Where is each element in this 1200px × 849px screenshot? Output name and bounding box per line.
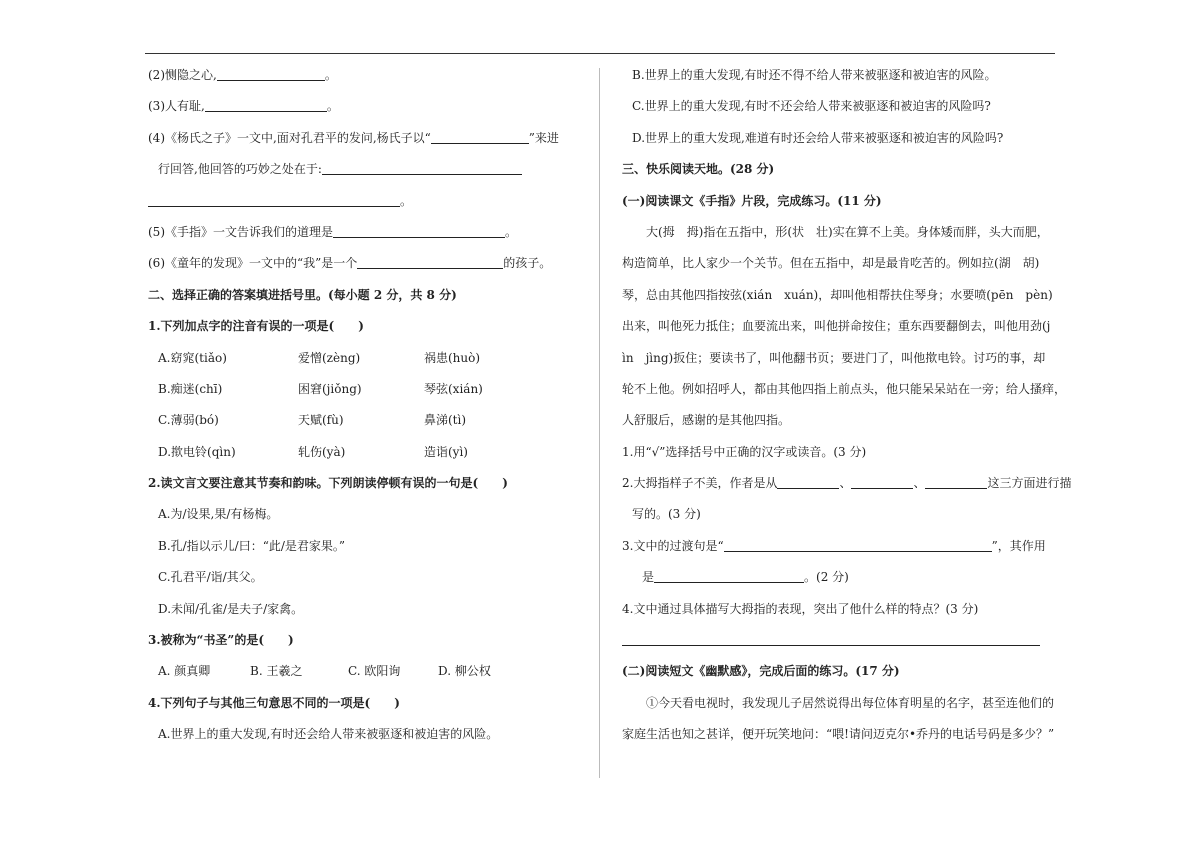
answer-blank[interactable] (724, 537, 992, 552)
answer-blank[interactable] (205, 97, 327, 112)
q2-option-b[interactable]: B.孔/指以示儿/曰：“此/是君家果。” (158, 538, 346, 553)
item-text: (2)恻隐之心, (148, 68, 217, 82)
passage-1-line: 琴，总由其他四指按弦(xián xuán)，却叫他相帮扶住琴身；水要喷(pēn pèn) (622, 287, 1053, 302)
passage-1-line: ìn jìng)扳住；要读书了，叫他翻书页；要进门了，叫他揿电铃。讨巧的事，却 (622, 350, 1046, 365)
item-end: 。 (326, 99, 339, 114)
fill-item-2 (148, 60, 588, 91)
passage-1-line: 出来，叫他死力抵住；血要流出来，叫他拼命按住；重东西要翻倒去，叫他用劲(j (622, 319, 1051, 334)
answer-blank[interactable] (217, 66, 325, 81)
option-d1[interactable]: D.揿电铃(qìn) (158, 444, 236, 459)
passage-1-line: 人舒服后，感谢的是其他四指。 (622, 413, 791, 428)
q1-option-row-b (148, 374, 588, 405)
option-d2[interactable]: 轧伤(yà) (298, 444, 346, 459)
item-end: 。 (324, 68, 337, 82)
item-end: 。(2 分) (804, 570, 849, 585)
option-c1[interactable]: C.薄弱(bó) (158, 413, 219, 428)
passage-2-line: ①今天看电视时，我发现儿子居然说得出每位体育明星的名字，甚至连他们的 (622, 695, 1055, 710)
section-2-title: 二、选择正确的答案填进括号里。(每小题 2 分，共 8 分) (148, 287, 457, 302)
q3-option-d[interactable]: D. 柳公权 (438, 664, 491, 679)
answer-blank[interactable] (851, 474, 913, 489)
question-3: 3.被称为“书圣”的是( ) (148, 633, 294, 648)
q3-options (148, 656, 588, 687)
q4-option-c[interactable]: C.世界上的重大发现,有时不还会给人带来被驱逐和被迫害的风险吗? (632, 99, 991, 114)
answer-blank[interactable] (148, 192, 400, 207)
top-rule (145, 53, 1055, 54)
option-b1[interactable]: B.痴迷(chī) (158, 381, 223, 396)
item-text: 3.文中的过渡句是“ (622, 538, 724, 553)
option-a1[interactable]: A.窈窕(tiǎo) (158, 350, 227, 365)
item-text: 2.大拇指样子不美，作者是从 (622, 476, 778, 491)
answer-blank[interactable] (357, 254, 503, 269)
passage-1-line: 构造简单，比人家少一个关节。但在五指中，却是最肯吃苦的。例如拉(湖 胡) (622, 256, 1040, 271)
reading-2-title: (二)阅读短文《幽默感》，完成后面的练习。(17 分) (622, 664, 900, 679)
reading-question-3 (622, 531, 1062, 562)
left-column (148, 60, 588, 751)
question-4: 4.下列句子与其他三句意思不同的一项是( ) (148, 695, 400, 710)
q2-option-a[interactable]: A.为/设果,果/有杨梅。 (158, 507, 279, 522)
fill-item-4-cont (148, 154, 588, 185)
q4-option-a[interactable]: A.世界上的重大发现,有时还会给人带来被驱逐和被迫害的风险。 (158, 727, 499, 742)
q2-option-c[interactable]: C.孔君平/诣/其父。 (158, 570, 263, 585)
passage-1-line: 大(拇 拇)指在五指中，形(状 壮)实在算不上美。身体矮而胖，头大而肥， (622, 224, 1049, 239)
reading-question-2 (622, 468, 1072, 499)
item-text: (3)人有耻, (148, 99, 205, 114)
reading-question-3-cont (622, 562, 1062, 593)
item-text: 行回答,他回答的巧妙之处在于: (158, 162, 322, 177)
fill-item-6 (148, 248, 588, 279)
item-end: 。 (505, 224, 518, 239)
q3-option-a[interactable]: A. 颜真卿 (158, 664, 211, 679)
separator: 、 (839, 476, 852, 491)
item-text: (4)《杨氏之子》一文中,面对孔君平的发问,杨氏子以“ (148, 130, 431, 145)
fill-item-4-cont2 (148, 186, 588, 217)
answer-blank[interactable] (654, 568, 804, 583)
fill-item-4 (148, 123, 588, 154)
passage-2-line: 家庭生活也知之甚详，便开玩笑地问：“喂!请问迈克尔•乔丹的电话号码是多少？” (622, 727, 1055, 742)
q3-option-b[interactable]: B. 王羲之 (250, 664, 303, 679)
q2-option-d[interactable]: D.未闻/孔雀/是夫子/家禽。 (158, 601, 304, 616)
separator: 、 (913, 476, 926, 491)
q1-option-row-d (148, 437, 588, 468)
reading-question-2-cont: 写的。(3 分) (632, 507, 701, 522)
passage-1-line: 轮不上他。例如招呼人，都由其他四指上前点头，他只能呆呆站在一旁；给人搔痒， (622, 381, 1067, 396)
item-text: (5)《手指》一文告诉我们的道理是 (148, 224, 333, 239)
option-b3[interactable]: 琴弦(xián) (424, 381, 483, 396)
item-text-end: 的孩子。 (503, 256, 552, 271)
q3-option-c[interactable]: C. 欧阳询 (348, 664, 401, 679)
answer-blank[interactable] (622, 631, 1040, 646)
fill-item-3 (148, 91, 588, 122)
answer-blank[interactable] (322, 160, 522, 175)
q1-option-row-c (148, 405, 588, 436)
option-a2[interactable]: 爱憎(zèng) (298, 350, 361, 365)
option-c2[interactable]: 天赋(fù) (298, 413, 344, 428)
answer-blank[interactable] (925, 474, 987, 489)
fill-item-5 (148, 217, 588, 248)
reading-question-4-answer (622, 625, 1062, 656)
reading-question-4: 4.文中通过具体描写大拇指的表现，突出了他什么样的特点？(3 分) (622, 601, 979, 616)
column-divider (599, 68, 600, 778)
option-d3[interactable]: 造诣(yì) (424, 444, 468, 459)
item-text: 是 (642, 570, 655, 585)
item-text-end: 这三方面进行描 (987, 476, 1072, 491)
q4-option-d[interactable]: D.世界上的重大发现,难道有时还会给人带来被驱逐和被迫害的风险吗? (632, 130, 1004, 145)
question-1: 1.下列加点字的注音有误的一项是( ) (148, 319, 364, 334)
item-end: 。 (400, 193, 413, 208)
right-column (622, 60, 1072, 751)
question-2: 2.读文言文要注意其节奏和韵味。下列朗读停顿有误的一句是( ) (148, 476, 508, 491)
option-c3[interactable]: 鼻涕(tì) (424, 413, 467, 428)
item-text-end: ”，其作用 (991, 538, 1046, 553)
answer-blank[interactable] (431, 129, 529, 144)
reading-1-title: (一)阅读课文《手指》片段，完成练习。(11 分) (622, 193, 882, 208)
q1-option-row-a (148, 343, 588, 374)
answer-blank[interactable] (777, 474, 839, 489)
answer-blank[interactable] (333, 223, 505, 238)
item-text-end: ”来进 (528, 130, 559, 145)
reading-question-1: 1.用“√”选择括号中正确的汉字或读音。(3 分) (622, 444, 867, 459)
item-text: (6)《童年的发现》一文中的“我”是一个 (148, 256, 358, 271)
option-a3[interactable]: 祸患(huò) (424, 350, 481, 365)
option-b2[interactable]: 困窘(jiǒng) (298, 381, 362, 396)
q4-option-b[interactable]: B.世界上的重大发现,有时还不得不给人带来被驱逐和被迫害的风险。 (632, 68, 997, 82)
section-3-title: 三、快乐阅读天地。(28 分) (622, 162, 775, 177)
